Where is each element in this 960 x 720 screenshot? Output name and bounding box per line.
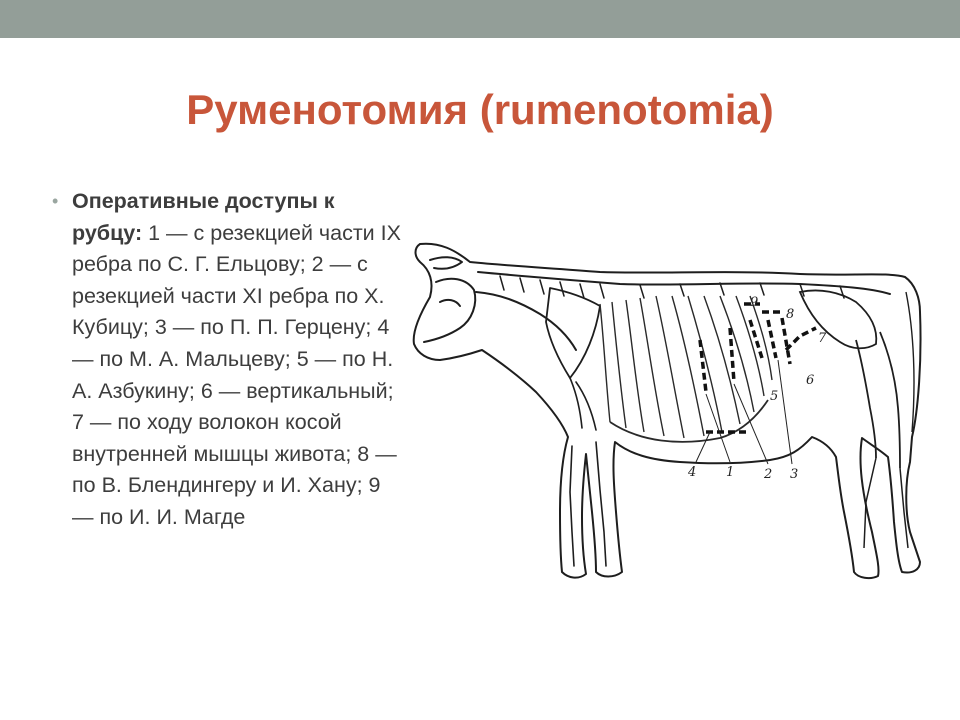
bullet-item bbox=[52, 186, 404, 534]
label-5: 5 bbox=[770, 389, 779, 404]
incision-7 bbox=[786, 328, 816, 350]
bullet-dot-icon: • bbox=[52, 191, 59, 211]
bullet-list bbox=[52, 186, 404, 534]
scapula bbox=[546, 288, 600, 378]
incision-6 bbox=[782, 318, 790, 364]
label-2: 2 bbox=[764, 467, 773, 482]
label-9: 9 bbox=[750, 295, 759, 310]
label-6: 6 bbox=[806, 373, 815, 388]
label-8: 8 bbox=[786, 307, 795, 322]
pelvis bbox=[800, 290, 876, 348]
cow-skeleton-figure bbox=[400, 232, 948, 584]
rib-cage bbox=[600, 296, 772, 442]
label-3: 3 bbox=[790, 467, 799, 482]
incision-2 bbox=[730, 328, 734, 382]
top-bar bbox=[0, 0, 960, 38]
slide-title: Руменотомия (rumenotomia) bbox=[186, 86, 774, 133]
label-4: 4 bbox=[688, 465, 697, 480]
label-1: 1 bbox=[726, 465, 735, 480]
cow-skeleton-drawing bbox=[400, 232, 948, 584]
bullet-text: 1 — с резекцией части IX ребра по С. Г. Ельцову; 2 — с резекцией части XI ребра по Х. Кубицу; 3 — по П. П. Герцену; 4 — по М. А. Мальцеву; 5 — по Н. А. Азбукину; 6 — вертикальный; 7 — по ходу волокон косой внутренней мышцы живота; 8 — по В. Блендингеру и И. Хану; 9 — по И. И. Магде bbox=[72, 220, 401, 529]
bullet-lead: Оперативные доступы к рубцу: bbox=[72, 189, 335, 245]
incision-5 bbox=[768, 320, 776, 358]
label-7: 7 bbox=[818, 331, 827, 346]
